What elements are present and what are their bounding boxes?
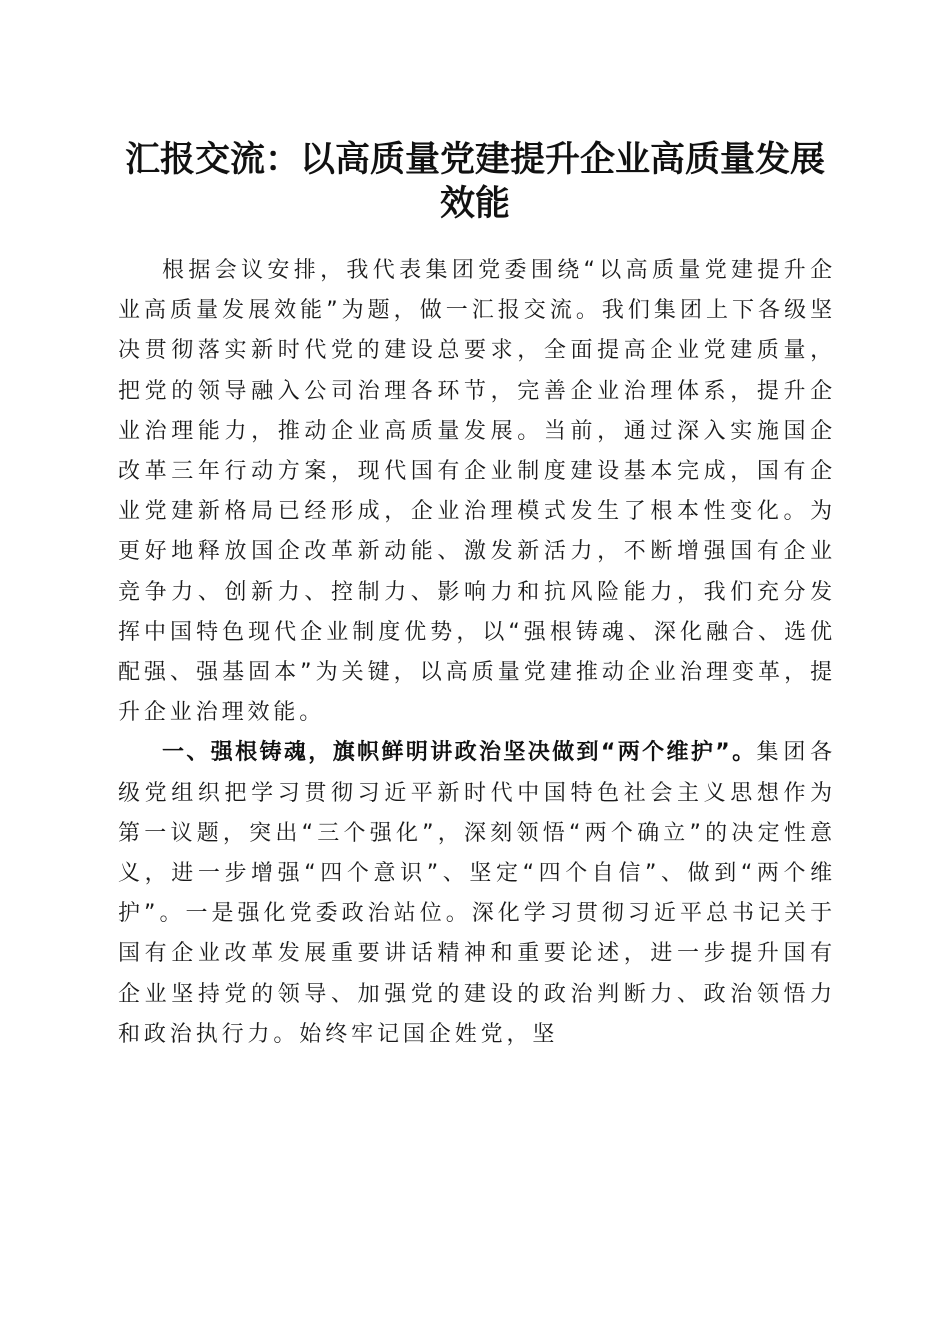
title-line-1: 汇报交流：以高质量党建提升企业高质量发展	[124, 139, 825, 180]
document-body	[118, 251, 836, 1055]
document-title	[100, 138, 850, 226]
section-1-heading: 一、强根铸魂，旗帜鲜明讲政治坚决做到“两个维护”。	[162, 740, 757, 766]
section-1-text: 集团各级党组织把学习贯彻习近平新时代中国特色社会主义思想作为第一议题，突出“三个强化”，深刻领悟“两个确立”的决定性意义，进一步增强“四个意识”、坚定“四个自信”、做到“两个维护”。一是强化党委政治站位。深化学习贯彻习近平总书记关于国有企业改革发展重要讲话精神和重要论述，进一步提升国有企业坚持党的领导、加强党的建设的政治判断力、政治领悟力和政治执行力。始终牢记国企姓党，坚	[118, 740, 837, 1047]
intro-paragraph: 根据会议安排，我代表集团党委围绕“以高质量党建提升企业高质量发展效能”为题，做一汇报交流。我们集团上下各级坚决贯彻落实新时代党的建设总要求，全面提高企业党建质量，把党的领导融入公司治理各环节，完善企业治理体系，提升企业治理能力，推动企业高质量发展。当前，通过深入实施国企改革三年行动方案，现代国有企业制度建设基本完成，国有企业党建新格局已经形成，企业治理模式发生了根本性变化。为更好地释放国企改革新动能、激发新活力，不断增强国有企业竞争力、创新力、控制力、影响力和抗风险能力，我们充分发挥中国特色现代企业制度优势，以“强根铸魂、深化融合、选优配强、强基固本”为关键，以高质量党建推动企业治理变革，提升企业治理效能。	[118, 258, 836, 726]
section-1-paragraph	[118, 733, 836, 1055]
title-line-2: 效能	[439, 183, 510, 224]
